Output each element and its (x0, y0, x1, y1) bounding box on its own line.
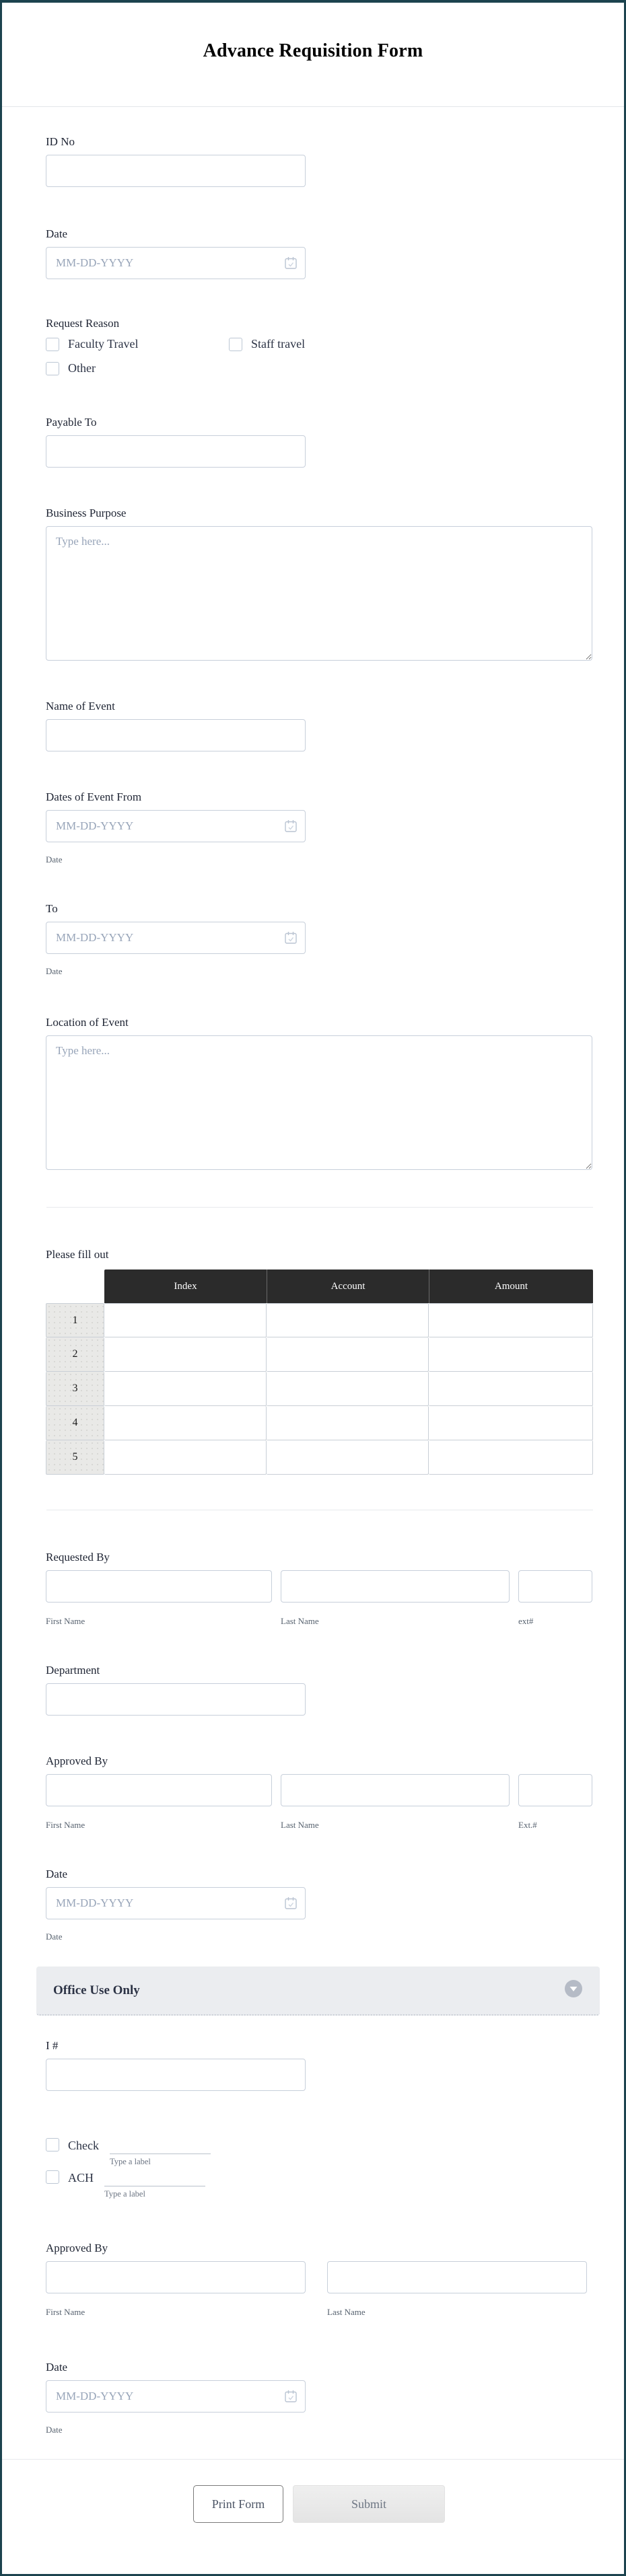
payment-check-other-wrap (110, 2141, 211, 2167)
table-row-number: 3 (46, 1372, 104, 1406)
table-header-account: Account (267, 1269, 429, 1303)
option-other-label: Other (68, 361, 96, 375)
table-cell-r2-index[interactable] (104, 1337, 267, 1372)
office-approved-by-label: Approved By (46, 2242, 108, 2254)
fill-table-label: Please fill out (46, 1248, 109, 1261)
office-use-only-title: Office Use Only (53, 1983, 140, 1997)
field-payment-method (46, 2138, 592, 2199)
field-i-no (46, 2039, 592, 2091)
approved-by-first-name-sublabel: First Name (46, 1820, 85, 1830)
checkbox-staff-travel[interactable] (229, 338, 242, 351)
location-textarea[interactable] (46, 1035, 592, 1170)
option-faculty-travel-label: Faculty Travel (68, 337, 139, 351)
request-reason-options (46, 337, 592, 375)
payable-to-label: Payable To (46, 416, 97, 429)
table-cell-r4-account[interactable] (267, 1406, 429, 1440)
table-cell-r3-amount[interactable] (429, 1372, 593, 1406)
requested-by-label: Requested By (46, 1551, 110, 1563)
event-from-label: Dates of Event From (46, 790, 142, 803)
checkbox-check[interactable] (46, 2138, 59, 2151)
payment-ach-type-label: Type a label (104, 2189, 145, 2199)
office-approved-by-inputs (46, 2261, 592, 2293)
id-no-label: ID No (46, 135, 75, 148)
requested-by-last-name-input[interactable] (281, 1570, 510, 1603)
name-of-event-input[interactable] (46, 719, 306, 751)
id-no-input[interactable] (46, 155, 306, 187)
field-location (46, 1016, 592, 1170)
field-event-to (46, 902, 592, 977)
print-form-button[interactable]: Print Form (193, 2485, 283, 2523)
table-row-number: 2 (46, 1337, 104, 1372)
date-2-wrap (46, 1887, 306, 1919)
department-input[interactable] (46, 1683, 306, 1716)
field-approved-by (46, 1755, 592, 1831)
date-3-input[interactable] (46, 2380, 306, 2413)
table-cell-r1-amount[interactable] (429, 1303, 593, 1337)
field-business-purpose (46, 507, 592, 661)
i-no-input[interactable] (46, 2059, 306, 2091)
date-3-wrap (46, 2380, 306, 2413)
approved-by-last-name-input[interactable] (281, 1774, 510, 1806)
checkbox-faculty-travel[interactable] (46, 338, 59, 351)
date-2-label: Date (46, 1868, 68, 1880)
checkbox-ach[interactable] (46, 2170, 59, 2184)
approved-by-ext-input[interactable] (518, 1774, 592, 1806)
section-divider (46, 1207, 593, 1208)
option-other[interactable] (46, 361, 229, 375)
office-approved-by-first-name-sublabel: First Name (46, 2307, 85, 2317)
table-cell-r5-account[interactable] (267, 1440, 429, 1475)
event-to-wrap (46, 922, 306, 954)
event-from-sublabel: Date (46, 854, 63, 864)
table-cell-r1-index[interactable] (104, 1303, 267, 1337)
table-header-amount: Amount (429, 1269, 593, 1303)
payment-ach-text-input[interactable] (104, 2173, 205, 2186)
calendar-icon[interactable] (283, 2389, 298, 2404)
requested-by-last-name-sublabel: Last Name (281, 1616, 319, 1626)
business-purpose-label: Business Purpose (46, 507, 127, 519)
payment-ach-other-wrap (104, 2173, 205, 2199)
field-name-of-event (46, 700, 592, 751)
table-cell-r3-account[interactable] (267, 1372, 429, 1406)
requested-by-first-name-sublabel: First Name (46, 1616, 85, 1626)
form-body (2, 135, 624, 2523)
field-office-approved-by (46, 2242, 592, 2318)
fill-table (46, 1269, 593, 1475)
option-staff-travel[interactable] (229, 337, 305, 351)
event-to-label: To (46, 902, 58, 915)
office-approved-by-sublabels (46, 2293, 592, 2318)
date-1-label: Date (46, 227, 68, 240)
office-approved-by-first-name-input[interactable] (46, 2261, 306, 2293)
date-3-label: Date (46, 2361, 68, 2373)
payment-check-type-label: Type a label (109, 2157, 151, 2166)
approved-by-inputs (46, 1774, 592, 1806)
office-approved-by-last-name-sublabel: Last Name (327, 2307, 366, 2317)
date-1-input[interactable] (46, 247, 306, 279)
table-cell-r1-account[interactable] (267, 1303, 429, 1337)
date-2-sublabel: Date (46, 1931, 63, 1942)
office-approved-by-last-name-input[interactable] (327, 2261, 587, 2293)
calendar-icon[interactable] (283, 819, 298, 834)
field-date-1 (46, 227, 592, 279)
field-requested-by (46, 1551, 592, 1627)
department-label: Department (46, 1664, 100, 1677)
date-2-input[interactable] (46, 1887, 306, 1919)
table-cell-r4-amount[interactable] (429, 1406, 593, 1440)
payment-check-label: Check (68, 2139, 99, 2152)
business-purpose-textarea[interactable] (46, 526, 592, 661)
date-3-sublabel: Date (46, 2425, 63, 2435)
table-cell-r2-account[interactable] (267, 1337, 429, 1372)
table-row-number: 4 (46, 1406, 104, 1440)
option-faculty-travel[interactable] (46, 337, 229, 351)
calendar-icon[interactable] (283, 256, 298, 270)
field-fill-table (46, 1248, 592, 1475)
approved-by-sublabels (46, 1806, 592, 1831)
table-cell-r4-index[interactable] (104, 1406, 267, 1440)
checkbox-other[interactable] (46, 362, 59, 375)
table-cell-r2-amount[interactable] (429, 1337, 593, 1372)
table-cell-r5-index[interactable] (104, 1440, 267, 1475)
payment-option-check (46, 2138, 592, 2167)
requested-by-inputs (46, 1570, 592, 1603)
submit-button[interactable]: Submit (293, 2485, 445, 2523)
event-to-sublabel: Date (46, 966, 63, 976)
field-date-3 (46, 2361, 592, 2435)
form-title: Advance Requisition Form (203, 40, 423, 61)
table-cell-r3-index[interactable] (104, 1372, 267, 1406)
calendar-icon[interactable] (283, 1896, 298, 1911)
table-cell-r5-amount[interactable] (429, 1440, 593, 1475)
field-department (46, 1664, 592, 1716)
requested-by-ext-input[interactable] (518, 1570, 592, 1603)
table-corner (46, 1269, 104, 1303)
table-row-number: 1 (46, 1303, 104, 1337)
field-payable-to (46, 416, 592, 468)
date-1-wrap (46, 247, 306, 279)
location-label: Location of Event (46, 1016, 129, 1029)
collapse-chevron-icon[interactable] (564, 1979, 583, 2001)
requested-by-ext-sublabel: ext# (518, 1616, 534, 1626)
requested-by-first-name-input[interactable] (46, 1570, 272, 1603)
table-header-index: Index (104, 1269, 267, 1303)
footer-divider (2, 2459, 624, 2460)
option-staff-travel-label: Staff travel (251, 337, 306, 351)
field-id-no (46, 135, 592, 187)
form-header (2, 3, 624, 107)
approved-by-first-name-input[interactable] (46, 1774, 272, 1806)
event-from-wrap (46, 810, 306, 842)
approved-by-label: Approved By (46, 1755, 108, 1767)
form-actions (46, 2485, 592, 2523)
event-from-input[interactable] (46, 810, 306, 842)
i-no-label: I # (46, 2039, 59, 2052)
payment-option-ach (46, 2170, 592, 2199)
table-row-number: 5 (46, 1440, 104, 1475)
event-to-input[interactable] (46, 922, 306, 954)
requested-by-sublabels (46, 1603, 592, 1627)
approved-by-last-name-sublabel: Last Name (281, 1820, 319, 1830)
name-of-event-label: Name of Event (46, 700, 115, 712)
calendar-icon[interactable] (283, 930, 298, 945)
payment-check-text-input[interactable] (110, 2141, 211, 2154)
field-request-reason (46, 317, 592, 375)
field-event-from (46, 790, 592, 865)
payable-to-input[interactable] (46, 435, 306, 468)
section-office-use-only[interactable] (36, 1966, 600, 2016)
payment-ach-label: ACH (68, 2171, 94, 2184)
request-reason-label: Request Reason (46, 317, 120, 330)
approved-by-ext-sublabel: Ext.# (518, 1820, 537, 1830)
field-date-2 (46, 1868, 592, 1942)
